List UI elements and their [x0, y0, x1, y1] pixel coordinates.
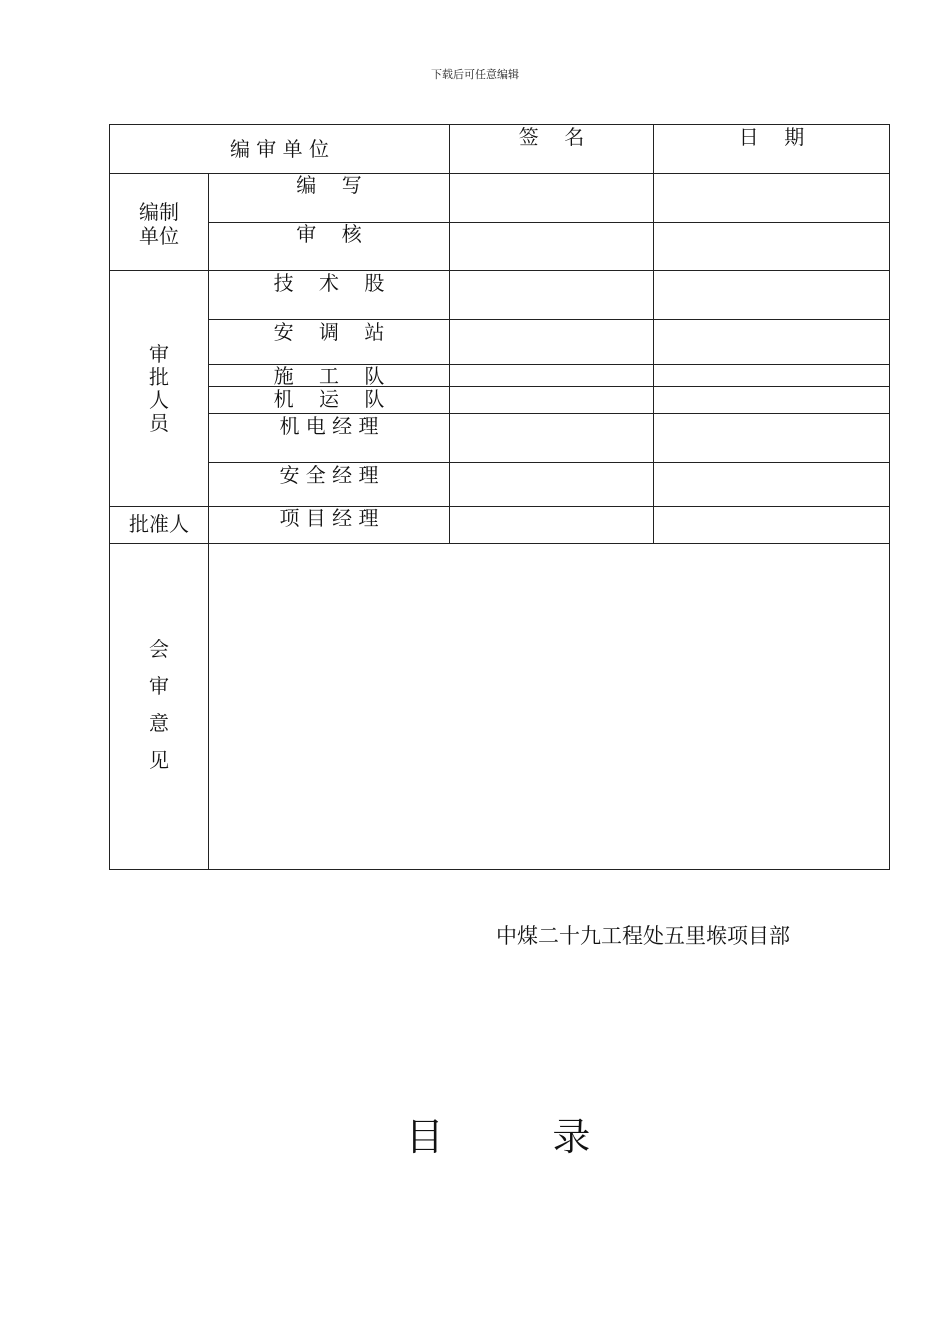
- role-construction-team: 施 工 队: [273, 364, 385, 388]
- role-write: 编 写: [296, 173, 362, 197]
- toc-title: 目 录: [405, 1115, 591, 1159]
- role-tech-section: 技 术 股: [273, 271, 385, 295]
- role-review: 审 核: [296, 222, 362, 246]
- organization-name: 中煤二十九工程处五里堠项目部: [496, 924, 790, 948]
- group-joint-review: 会 审 意 见: [149, 637, 169, 772]
- role-safety-dispatch: 安 调 站: [273, 320, 385, 344]
- header-date: 日 期: [738, 125, 805, 149]
- header-signature: 签 名: [518, 125, 585, 149]
- role-machinery-team: 机 运 队: [273, 387, 385, 411]
- group-compile-unit: 编制 单位: [139, 200, 179, 248]
- role-safety-manager: 安 全 经 理: [279, 463, 379, 487]
- group-approver-person: 批准人: [129, 512, 189, 536]
- role-electromech-manager: 机 电 经 理: [279, 414, 379, 438]
- role-project-manager: 项 目 经 理: [279, 506, 379, 530]
- group-approvers: 审 批 人 员: [149, 342, 169, 435]
- header-unit: 编 审 单 位: [229, 137, 330, 161]
- header-note: 下载后可任意编辑: [431, 68, 519, 81]
